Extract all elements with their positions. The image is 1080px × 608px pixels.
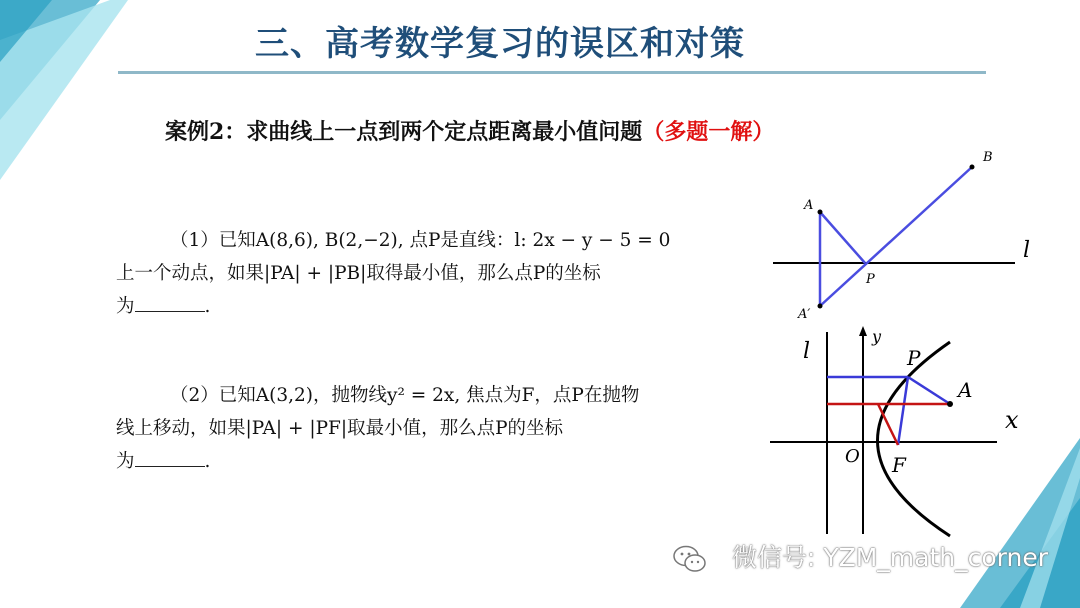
blue-p-a bbox=[908, 377, 950, 404]
figure-reflection-line bbox=[765, 140, 1065, 320]
label-l: l bbox=[1023, 238, 1031, 263]
point-a-2 bbox=[947, 401, 953, 407]
label-p-2: P bbox=[907, 346, 921, 370]
problem-2-line-1: （2）已知A(3,2)，抛物线y² = 2x, 焦点为F，点P在抛物 bbox=[170, 385, 640, 406]
label-o: O bbox=[845, 446, 860, 467]
problem-2-line-2: 线上移动，如果|PA| + |PF|取最小值，那么点P的坐标 bbox=[116, 418, 564, 439]
label-aprime: A′ bbox=[798, 307, 811, 320]
point-b bbox=[970, 165, 975, 170]
watermark-text: 微信号: YZM_math_corner bbox=[731, 543, 1048, 572]
title-divider bbox=[118, 71, 986, 74]
parabola-curve bbox=[878, 342, 951, 536]
problem-1-line-3-text: 为 bbox=[116, 296, 135, 317]
point-aprime bbox=[818, 304, 823, 309]
wechat-icon bbox=[672, 544, 708, 574]
case-heading-text: 案例2：求曲线上一点到两个定点距离最小值问题 bbox=[165, 119, 643, 145]
label-a-2: A bbox=[958, 378, 973, 402]
label-p: P bbox=[866, 272, 875, 287]
figure-parabola bbox=[765, 322, 1055, 542]
problem-1-line-2: 上一个动点，如果|PA| + |PB|取得最小值，那么点P的坐标 bbox=[116, 263, 601, 284]
problem-2 bbox=[116, 379, 734, 478]
y-axis-arrow bbox=[859, 326, 867, 336]
problem-2-line-3-text: 为 bbox=[116, 451, 135, 472]
segment-a-p bbox=[820, 212, 865, 263]
problem-2-line-3: 为 . bbox=[116, 445, 734, 478]
case-heading bbox=[165, 115, 774, 146]
answer-blank-1 bbox=[135, 293, 205, 312]
problem-1 bbox=[116, 224, 734, 323]
label-f: F bbox=[892, 453, 906, 477]
label-x: x bbox=[1005, 406, 1019, 434]
answer-blank-2 bbox=[135, 448, 205, 467]
page-title: 三、高考数学复习的误区和对策 bbox=[255, 24, 745, 64]
label-l-2: l bbox=[803, 339, 811, 364]
point-a bbox=[818, 210, 823, 215]
problem-1-line-3: 为 . bbox=[116, 290, 734, 323]
label-b: B bbox=[983, 150, 993, 165]
case-heading-highlight: （多题一解） bbox=[642, 119, 775, 145]
label-a: A bbox=[804, 198, 814, 213]
label-y: y bbox=[872, 327, 882, 346]
problem-1-line-1: （1）已知A(8,6), B(2,−2), 点P是直线：l: 2x − y − 5 = 0 bbox=[170, 230, 671, 251]
